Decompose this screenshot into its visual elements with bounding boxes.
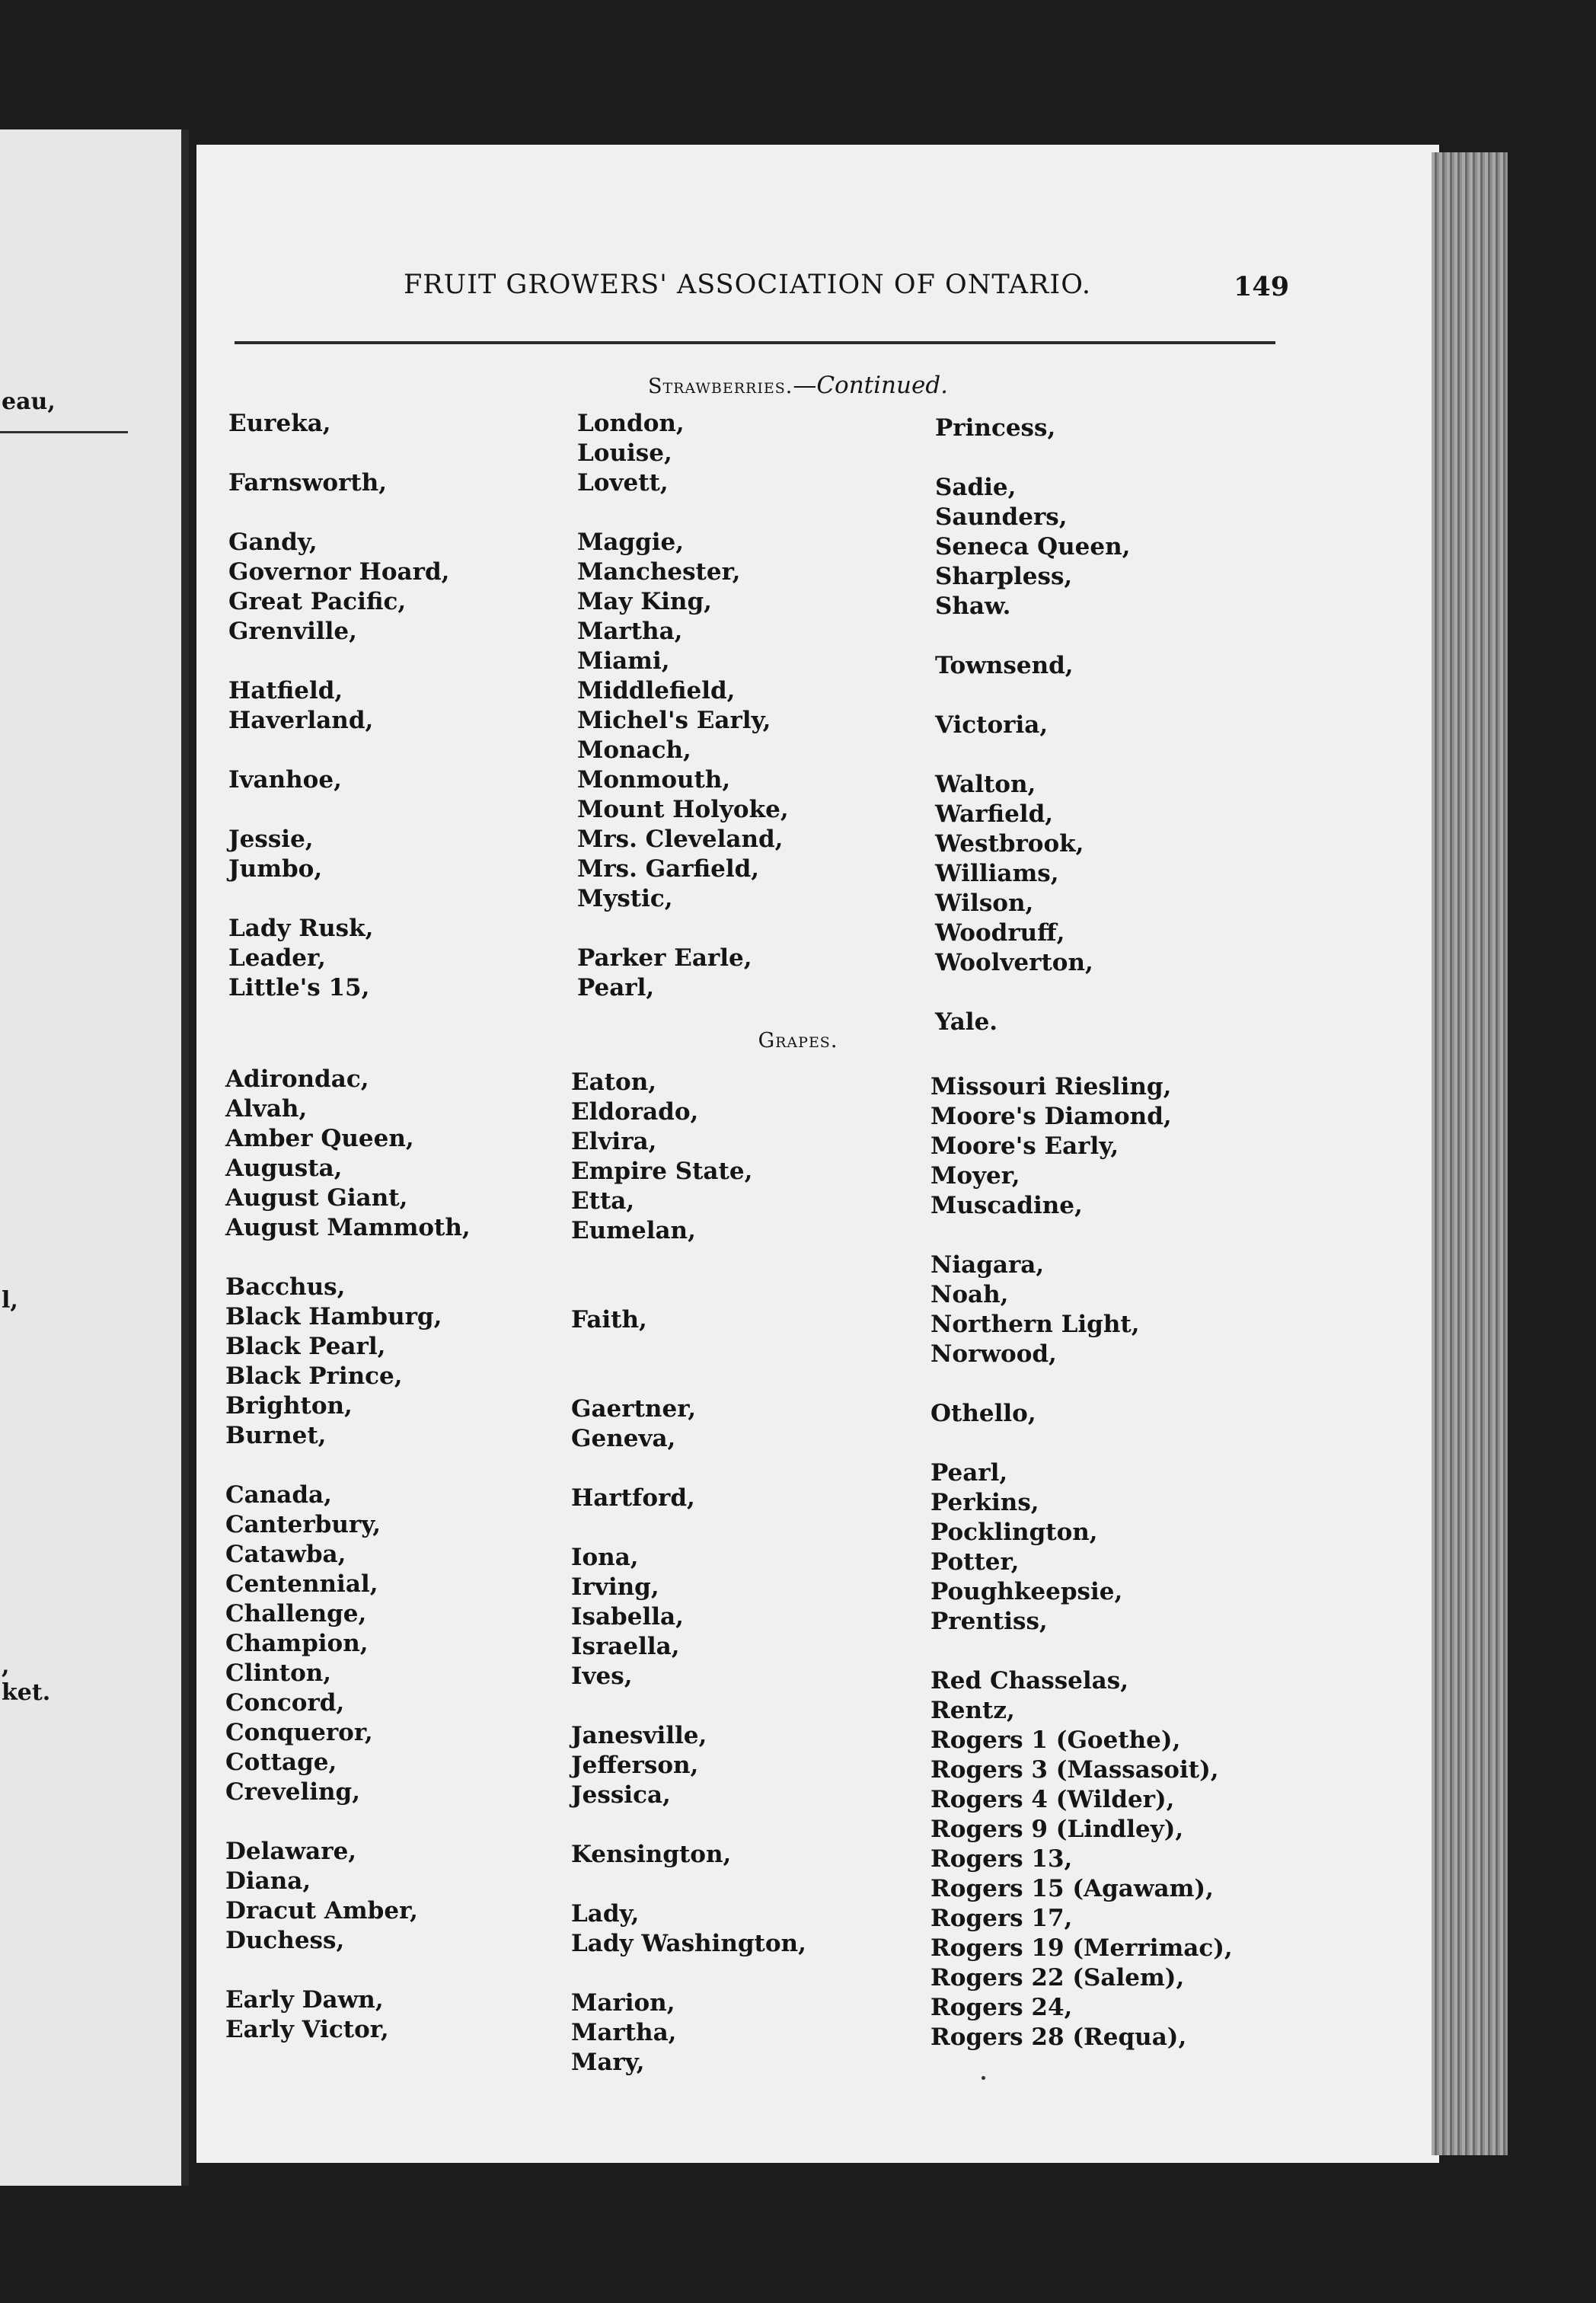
variety-name: Moore's Diamond, [930, 1103, 1172, 1130]
variety-name: Mount Holyoke, [577, 796, 789, 823]
variety-name: Gandy, [228, 529, 318, 556]
variety-name: Leader, [228, 944, 326, 972]
variety-name: Westbrook, [935, 830, 1084, 858]
variety-name: Burnet, [225, 1422, 327, 1449]
variety-name: Rogers 3 (Massasoit), [930, 1756, 1219, 1784]
variety-name: Rogers 22 (Salem), [930, 1964, 1185, 1992]
variety-name: Mrs. Garfield, [577, 855, 760, 883]
variety-name: Maggie, [577, 529, 685, 556]
blank-line [930, 1221, 1233, 1251]
variety-name: Red Chasselas, [930, 1667, 1128, 1695]
variety-name: Grenville, [228, 618, 357, 645]
grapes-column-1 [225, 1065, 471, 2045]
variety-name: Isabella, [571, 1603, 684, 1631]
variety-name: Hartford, [571, 1484, 695, 1512]
variety-name: Duchess, [225, 1927, 345, 1954]
blank-line [228, 884, 449, 914]
blank-line [930, 1637, 1233, 1666]
continued-label: —Continued. [793, 372, 949, 399]
blank-line [935, 443, 1130, 473]
variety-name: August Mammoth, [225, 1214, 471, 1241]
variety-name: Early Victor, [225, 2016, 389, 2043]
blank-line [228, 795, 449, 825]
variety-name: Poughkeepsie, [930, 1578, 1123, 1605]
blank-line [225, 1451, 471, 1480]
variety-name: Manchester, [577, 558, 741, 586]
variety-name: Jessie, [228, 826, 314, 853]
variety-name: Jessica, [571, 1781, 671, 1809]
blank-line [571, 1513, 806, 1543]
variety-name: Dracut Amber, [225, 1897, 418, 1924]
variety-name: Jumbo, [228, 855, 323, 883]
facing-page-fragment: , [2, 1653, 10, 1679]
variety-name: Norwood, [930, 1340, 1057, 1368]
variety-name: Pearl, [930, 1459, 1008, 1487]
strawberries-column-2 [577, 409, 789, 1003]
variety-name: Diana, [225, 1867, 311, 1895]
blank-line [935, 621, 1130, 651]
variety-name: Black Pearl, [225, 1333, 386, 1360]
variety-name: Niagara, [930, 1251, 1045, 1279]
variety-name: Marion, [571, 1989, 675, 2017]
variety-name: Janesville, [571, 1722, 707, 1749]
facing-page [0, 129, 189, 2186]
variety-name: Empire State, [571, 1158, 753, 1185]
blank-line [571, 1454, 806, 1484]
variety-name: Clinton, [225, 1659, 332, 1687]
variety-name: Sadie, [935, 474, 1017, 501]
variety-name: Catawba, [225, 1541, 346, 1568]
variety-name: Yale. [935, 1008, 998, 1036]
variety-name: August Giant, [225, 1184, 408, 1212]
variety-name: Woolverton, [935, 949, 1093, 976]
variety-name: Black Hamburg, [225, 1303, 442, 1330]
variety-name: Little's 15, [228, 974, 370, 1001]
variety-name: Rogers 15 (Agawam), [930, 1875, 1214, 1902]
variety-name: Alvah, [225, 1095, 308, 1123]
variety-name: Farnsworth, [228, 469, 388, 497]
variety-name: Miami, [577, 647, 670, 675]
variety-name: Rentz, [930, 1697, 1015, 1724]
variety-name: Hatfield, [228, 677, 343, 704]
running-head: FRUIT GROWERS' ASSOCIATION OF ONTARIO. [404, 270, 1092, 300]
section-title-grapes [0, 1029, 1596, 1052]
variety-name: Rogers 19 (Merrimac), [930, 1934, 1233, 1962]
variety-name: Elvira, [571, 1128, 657, 1155]
variety-name: Potter, [930, 1548, 1020, 1576]
facing-page-rule [0, 431, 128, 433]
variety-name: Parker Earle, [577, 944, 752, 972]
variety-name: Eldorado, [571, 1098, 699, 1126]
facing-page-fragment: eau, [2, 388, 56, 415]
blank-line [935, 978, 1130, 1008]
variety-name: Early Dawn, [225, 1986, 384, 2014]
header-rule [235, 341, 1275, 344]
variety-name: Pocklington, [930, 1519, 1098, 1546]
variety-name: Centennial, [225, 1570, 378, 1598]
variety-name: Delaware, [225, 1838, 357, 1865]
blank-line [935, 740, 1130, 770]
blank-line [577, 914, 789, 944]
variety-name: Missouri Riesling, [930, 1073, 1172, 1100]
variety-name: Prentiss, [930, 1608, 1048, 1635]
variety-name: Canada, [225, 1481, 332, 1509]
variety-name: Princess, [935, 414, 1056, 442]
blank-line [225, 1956, 471, 1985]
variety-name: London, [577, 410, 685, 437]
variety-name: Sharpless, [935, 563, 1073, 590]
variety-name: Rogers 17, [930, 1905, 1073, 1932]
strawberries-column-3 [935, 414, 1130, 1037]
variety-name: Mary, [571, 2049, 645, 2076]
variety-name: Michel's Early, [577, 707, 771, 734]
variety-name: Rogers 28 (Requa), [930, 2024, 1187, 2051]
blank-line [228, 647, 449, 676]
variety-name: Jefferson, [571, 1752, 699, 1779]
blank-line [571, 1276, 806, 1305]
variety-name: Mrs. Cleveland, [577, 826, 784, 853]
variety-name: Martha, [577, 618, 683, 645]
facing-page-fragment: ket. [2, 1679, 51, 1706]
variety-name: Challenge, [225, 1600, 367, 1627]
variety-name: Canterbury, [225, 1511, 381, 1538]
variety-name: Williams, [935, 860, 1059, 887]
variety-name: Othello, [930, 1400, 1036, 1427]
variety-name: Gaertner, [571, 1395, 697, 1423]
variety-name: Wilson, [935, 890, 1034, 917]
variety-name: Moyer, [930, 1162, 1020, 1190]
section-title-text: Grapes. [758, 1029, 838, 1052]
variety-name: Noah, [930, 1281, 1009, 1308]
grapes-column-3 [930, 1072, 1233, 2052]
grapes-column-2 [571, 1068, 806, 2078]
blank-line [228, 498, 449, 528]
variety-name: Northern Light, [930, 1311, 1140, 1338]
blank-line [571, 1691, 806, 1721]
variety-name: Moore's Early, [930, 1132, 1119, 1160]
variety-name: Louise, [577, 439, 672, 467]
variety-name: Iona, [571, 1544, 639, 1571]
variety-name: Adirondac, [225, 1065, 369, 1093]
variety-name: Lady, [571, 1900, 640, 1928]
variety-name: Concord, [225, 1689, 345, 1717]
variety-name: Eaton, [571, 1068, 657, 1096]
variety-name: Rogers 24, [930, 1994, 1073, 2021]
variety-name: Lady Washington, [571, 1930, 806, 1957]
variety-name: Champion, [225, 1630, 369, 1657]
variety-name: Bacchus, [225, 1273, 346, 1301]
variety-name: Eumelan, [571, 1217, 696, 1244]
variety-name: Warfield, [935, 800, 1054, 828]
variety-name: Shaw. [935, 593, 1011, 620]
variety-name: Lady Rusk, [228, 915, 374, 942]
variety-name: Rogers 1 (Goethe), [930, 1726, 1181, 1754]
page-edges [1432, 152, 1508, 2155]
variety-name: Cottage, [225, 1749, 337, 1776]
variety-name: Rogers 13, [930, 1845, 1073, 1873]
variety-name: Seneca Queen, [935, 533, 1131, 561]
blank-line [571, 1365, 806, 1394]
variety-name: Governor Hoard, [228, 558, 450, 586]
variety-name: Irving, [571, 1573, 659, 1601]
variety-name: Great Pacific, [228, 588, 407, 615]
variety-name: Kensington, [571, 1841, 732, 1868]
page-number: 149 [1234, 271, 1290, 302]
variety-name: Faith, [571, 1306, 647, 1334]
variety-name: Creveling, [225, 1778, 361, 1806]
blank-line [930, 1429, 1233, 1458]
facing-page-fragment: l, [2, 1287, 18, 1314]
blank-line [571, 1870, 806, 1899]
variety-name: Martha, [571, 2019, 677, 2046]
variety-name: Monmouth, [577, 766, 731, 794]
variety-name: Conqueror, [225, 1719, 373, 1746]
strawberries-column-1 [228, 409, 449, 1003]
variety-name: Rogers 4 (Wilder), [930, 1786, 1175, 1813]
variety-name: Victoria, [935, 711, 1049, 739]
variety-name: Eureka, [228, 410, 331, 437]
variety-name: Black Prince, [225, 1362, 403, 1390]
blank-line [225, 1807, 471, 1837]
ink-speck [982, 2076, 985, 2080]
blank-line [935, 681, 1130, 711]
variety-name: Walton, [935, 771, 1036, 798]
variety-name: Pearl, [577, 974, 655, 1001]
variety-name: Haverland, [228, 707, 374, 734]
variety-name: Rogers 9 (Lindley), [930, 1816, 1184, 1843]
variety-name: Muscadine, [930, 1192, 1083, 1219]
variety-name: Saunders, [935, 503, 1068, 531]
variety-name: Amber Queen, [225, 1125, 414, 1152]
blank-line [225, 1243, 471, 1273]
variety-name: Brighton, [225, 1392, 353, 1420]
blank-line [577, 498, 789, 528]
variety-name: Middlefield, [577, 677, 736, 704]
blank-line [571, 1959, 806, 1988]
variety-name: Lovett, [577, 469, 669, 497]
variety-name: Ives, [571, 1663, 633, 1690]
blank-line [571, 1246, 806, 1276]
blank-line [228, 736, 449, 765]
variety-name: May King, [577, 588, 712, 615]
variety-name: Perkins, [930, 1489, 1039, 1516]
variety-name: Ivanhoe, [228, 766, 342, 794]
blank-line [228, 439, 449, 468]
variety-name: Mystic, [577, 885, 673, 912]
variety-name: Israella, [571, 1633, 680, 1660]
section-title-strawberries [0, 372, 1596, 399]
section-title-text: Strawberries. [647, 375, 793, 398]
blank-line [930, 1369, 1233, 1399]
variety-name: Monach, [577, 736, 691, 764]
variety-name: Geneva, [571, 1425, 676, 1452]
variety-name: Augusta, [225, 1155, 343, 1182]
variety-name: Etta, [571, 1187, 635, 1215]
blank-line [571, 1335, 806, 1365]
blank-line [571, 1810, 806, 1840]
variety-name: Townsend, [935, 652, 1074, 679]
variety-name: Woodruff, [935, 919, 1065, 947]
